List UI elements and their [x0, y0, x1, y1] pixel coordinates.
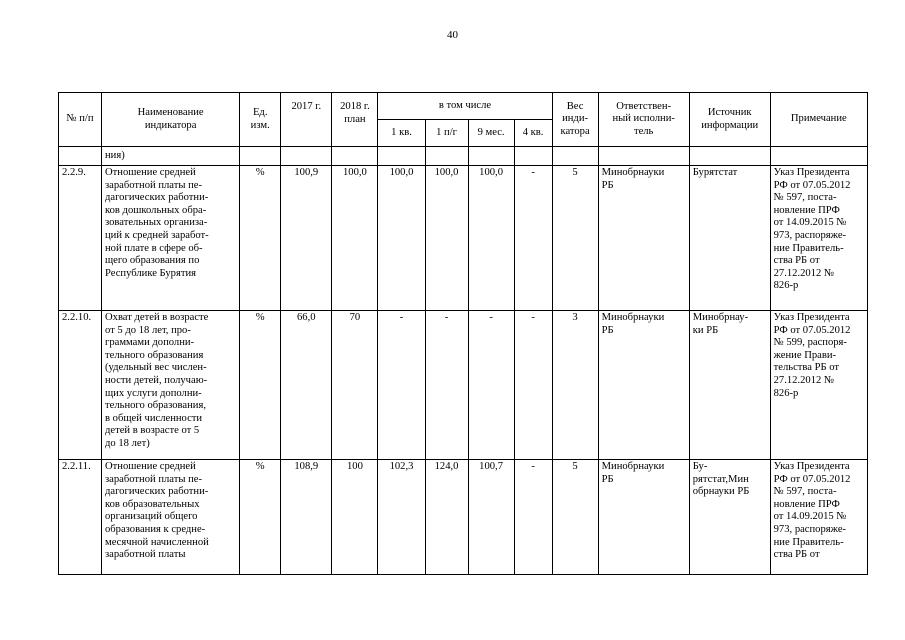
row-q1: 102,3 — [378, 460, 425, 575]
table-cell — [770, 147, 867, 166]
row-num: 2.2.9. — [59, 166, 102, 311]
table-cell — [281, 147, 332, 166]
row-num: 2.2.10. — [59, 311, 102, 460]
continuation-text: ния) — [102, 147, 240, 166]
indicators-table — [58, 92, 868, 575]
row-2018-plan: 100 — [332, 460, 378, 575]
header-unit: Ед. изм. — [240, 93, 281, 147]
row-q4: - — [514, 311, 552, 460]
row-h1: 124,0 — [425, 460, 468, 575]
row-9m: 100,7 — [468, 460, 514, 575]
row-note: Указ Президента РФ от 07.05.2012 № 597, поста- новление ПРФ от 14.09.2015 № 973, распоряже- ние Правитель- ства РБ от 27.12.2012 № 826-р — [770, 166, 867, 311]
row-9m: 100,0 — [468, 166, 514, 311]
row-9m: - — [468, 311, 514, 460]
row-q1: 100,0 — [378, 166, 425, 311]
table-cell — [378, 147, 425, 166]
table-cell — [552, 147, 598, 166]
row-unit: % — [240, 311, 281, 460]
header-weight: Вес инди- катора — [552, 93, 598, 147]
row-indicator-name: Отношение средней заработной платы пе- дагогических работни- ков дошкольных обра- зовательных организа- ций к средней заработ- ной плате в сфере об- щего образования по Республике Бурятия — [102, 166, 240, 311]
header-h1: 1 п/г — [425, 120, 468, 147]
row-note: Указ Президента РФ от 07.05.2012 № 599, распоря- жение Прави- тельства РБ от 27.12.2012 № 826-р — [770, 311, 867, 460]
table-row — [59, 311, 868, 460]
row-unit: % — [240, 460, 281, 575]
table-row — [59, 460, 868, 575]
table-cell — [425, 147, 468, 166]
row-source: Бу- рятстат,Мин обрнауки РБ — [689, 460, 770, 575]
header-name: Наименование индикатора — [102, 93, 240, 147]
header-q4: 4 кв. — [514, 120, 552, 147]
row-q1: - — [378, 311, 425, 460]
row-responsible: Минобрнауки РБ — [598, 166, 689, 311]
table-cell — [468, 147, 514, 166]
page-number: 40 — [447, 29, 458, 41]
table-cell — [689, 147, 770, 166]
row-2018-plan: 70 — [332, 311, 378, 460]
row-weight: 5 — [552, 166, 598, 311]
row-weight: 3 — [552, 311, 598, 460]
row-responsible: Минобрнауки РБ — [598, 311, 689, 460]
table-cell — [514, 147, 552, 166]
row-2017: 100,9 — [281, 166, 332, 311]
header-source: Источник информации — [689, 93, 770, 147]
row-source: Минобрнау- ки РБ — [689, 311, 770, 460]
row-num: 2.2.11. — [59, 460, 102, 575]
row-indicator-name: Охват детей в возрасте от 5 до 18 лет, про- граммами дополни- тельного образования (удельный вес числен- ности детей, получаю- щих услуги дополни- тельного образования, в общей численности детей в возрасте от 5 до 18 лет) — [102, 311, 240, 460]
header-9m: 9 мес. — [468, 120, 514, 147]
table-cell — [240, 147, 281, 166]
header-note: Примечание — [770, 93, 867, 147]
header-2018-plan: 2018 г. план — [332, 93, 378, 147]
header-including: в том числе — [378, 93, 552, 120]
table-cell — [59, 147, 102, 166]
row-note: Указ Президента РФ от 07.05.2012 № 597, поста- новление ПРФ от 14.09.2015 № 973, распоряже- ние Правитель- ства РБ от — [770, 460, 867, 575]
header-responsible: Ответствен- ный исполни- тель — [598, 93, 689, 147]
row-unit: % — [240, 166, 281, 311]
header-q1: 1 кв. — [378, 120, 425, 147]
row-h1: - — [425, 311, 468, 460]
row-h1: 100,0 — [425, 166, 468, 311]
row-indicator-name: Отношение средней заработной платы пе- дагогических работни- ков образовательных организаций общего образования к средне- месячной начисленной заработной платы — [102, 460, 240, 575]
row-responsible: Минобрнауки РБ — [598, 460, 689, 575]
table-cell — [598, 147, 689, 166]
continuation-row — [59, 147, 868, 166]
row-q4: - — [514, 460, 552, 575]
row-source: Бурятстат — [689, 166, 770, 311]
row-2018-plan: 100,0 — [332, 166, 378, 311]
table-row — [59, 166, 868, 311]
row-2017: 66,0 — [281, 311, 332, 460]
header-num: № п/п — [59, 93, 102, 147]
row-weight: 5 — [552, 460, 598, 575]
row-q4: - — [514, 166, 552, 311]
header-2017: 2017 г. — [281, 93, 332, 147]
table-cell — [332, 147, 378, 166]
row-2017: 108,9 — [281, 460, 332, 575]
header-row — [59, 93, 868, 120]
